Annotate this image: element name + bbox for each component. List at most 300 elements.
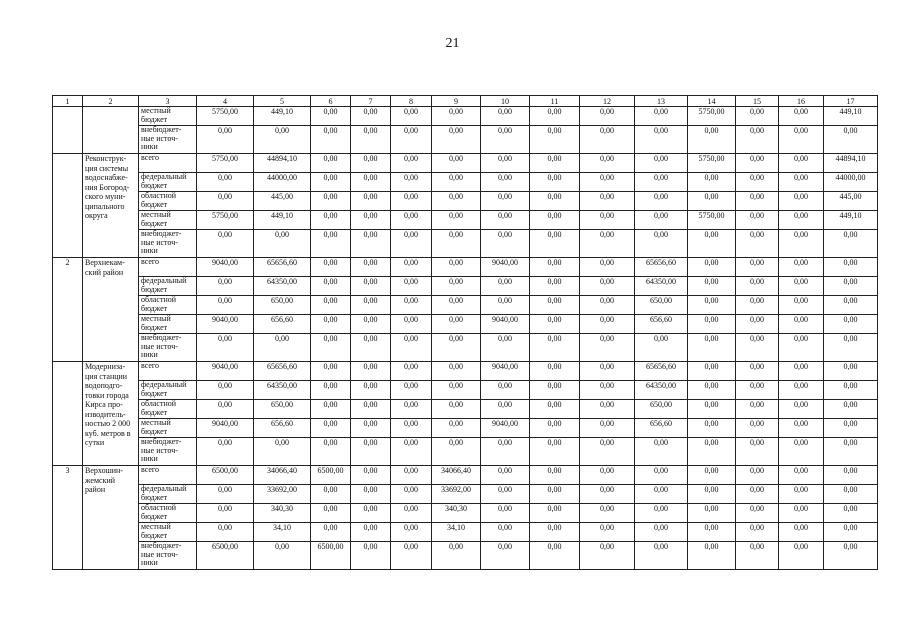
value-cell: 0,00 <box>779 400 824 419</box>
value-cell: 0,00 <box>635 334 688 362</box>
value-cell: 0,00 <box>635 542 688 570</box>
value-cell: 0,00 <box>391 277 432 296</box>
object-name <box>83 107 139 154</box>
funding-source: местный бюджет <box>139 315 197 334</box>
value-cell: 0,00 <box>824 523 878 542</box>
page-number: 21 <box>445 36 460 51</box>
value-cell: 0,00 <box>391 126 432 154</box>
value-cell: 9040,00 <box>197 419 254 438</box>
column-header: 14 <box>688 96 736 107</box>
value-cell: 0,00 <box>736 362 779 381</box>
value-cell: 0,00 <box>688 419 736 438</box>
value-cell: 0,00 <box>635 485 688 504</box>
value-cell: 0,00 <box>580 400 635 419</box>
value-cell: 0,00 <box>481 192 530 211</box>
value-cell: 5750,00 <box>197 154 254 173</box>
value-cell: 656,60 <box>635 315 688 334</box>
value-cell: 65656,60 <box>254 362 311 381</box>
value-cell: 0,00 <box>311 315 351 334</box>
value-cell: 0,00 <box>351 258 391 277</box>
value-cell: 0,00 <box>688 192 736 211</box>
value-cell: 0,00 <box>432 438 481 466</box>
value-cell: 0,00 <box>530 362 580 381</box>
value-cell: 0,00 <box>432 173 481 192</box>
value-cell: 0,00 <box>779 211 824 230</box>
value-cell: 0,00 <box>688 504 736 523</box>
value-cell: 0,00 <box>311 258 351 277</box>
value-cell: 44894,10 <box>254 154 311 173</box>
table-row <box>53 438 878 466</box>
value-cell: 0,00 <box>688 277 736 296</box>
column-header: 3 <box>139 96 197 107</box>
value-cell: 445,00 <box>254 192 311 211</box>
value-cell: 0,00 <box>432 334 481 362</box>
value-cell: 0,00 <box>779 438 824 466</box>
funding-source: федеральный бюджет <box>139 277 197 296</box>
value-cell: 0,00 <box>391 334 432 362</box>
value-cell: 33692,00 <box>432 485 481 504</box>
value-cell: 0,00 <box>530 438 580 466</box>
value-cell: 0,00 <box>688 362 736 381</box>
funding-source: всего <box>139 466 197 485</box>
value-cell: 0,00 <box>530 230 580 258</box>
value-cell: 5750,00 <box>688 211 736 230</box>
value-cell: 0,00 <box>580 126 635 154</box>
value-cell: 0,00 <box>254 126 311 154</box>
row-number <box>53 154 83 258</box>
column-header: 1 <box>53 96 83 107</box>
value-cell: 0,00 <box>530 126 580 154</box>
value-cell: 0,00 <box>736 504 779 523</box>
value-cell: 0,00 <box>824 466 878 485</box>
value-cell: 5750,00 <box>197 107 254 126</box>
value-cell: 0,00 <box>391 438 432 466</box>
value-cell: 34,10 <box>432 523 481 542</box>
value-cell: 0,00 <box>736 400 779 419</box>
value-cell: 0,00 <box>824 381 878 400</box>
value-cell: 0,00 <box>530 334 580 362</box>
column-header: 15 <box>736 96 779 107</box>
value-cell: 0,00 <box>530 296 580 315</box>
table-row <box>53 362 878 381</box>
value-cell: 0,00 <box>530 504 580 523</box>
table-row <box>53 211 878 230</box>
value-cell: 34066,40 <box>432 466 481 485</box>
table-row <box>53 258 878 277</box>
value-cell: 0,00 <box>824 126 878 154</box>
value-cell: 0,00 <box>351 173 391 192</box>
value-cell: 0,00 <box>779 296 824 315</box>
value-cell: 0,00 <box>736 230 779 258</box>
value-cell: 0,00 <box>197 126 254 154</box>
funding-source: федеральный бюджет <box>139 173 197 192</box>
value-cell: 0,00 <box>824 315 878 334</box>
row-number <box>53 107 83 154</box>
value-cell: 0,00 <box>432 126 481 154</box>
value-cell: 0,00 <box>736 438 779 466</box>
funding-source: федеральный бюджет <box>139 381 197 400</box>
table-row <box>53 419 878 438</box>
value-cell: 650,00 <box>635 296 688 315</box>
value-cell: 0,00 <box>311 211 351 230</box>
funding-source: внебюджет-ные источ-ники <box>139 126 197 154</box>
value-cell: 0,00 <box>635 523 688 542</box>
value-cell: 0,00 <box>530 381 580 400</box>
value-cell: 0,00 <box>736 542 779 570</box>
value-cell: 0,00 <box>736 192 779 211</box>
column-header: 11 <box>530 96 580 107</box>
value-cell: 6500,00 <box>197 542 254 570</box>
value-cell: 0,00 <box>311 296 351 315</box>
value-cell: 0,00 <box>688 230 736 258</box>
value-cell: 0,00 <box>197 381 254 400</box>
column-header: 6 <box>311 96 351 107</box>
value-cell: 0,00 <box>736 258 779 277</box>
value-cell: 0,00 <box>779 277 824 296</box>
table-row <box>53 381 878 400</box>
value-cell: 0,00 <box>580 466 635 485</box>
value-cell: 0,00 <box>481 485 530 504</box>
value-cell: 0,00 <box>197 230 254 258</box>
object-name: Верхнекам-ский район <box>83 258 139 362</box>
value-cell: 0,00 <box>481 230 530 258</box>
value-cell: 0,00 <box>197 523 254 542</box>
value-cell: 0,00 <box>311 277 351 296</box>
value-cell: 0,00 <box>580 523 635 542</box>
value-cell: 6500,00 <box>311 466 351 485</box>
value-cell: 0,00 <box>197 334 254 362</box>
value-cell: 0,00 <box>824 542 878 570</box>
table-row <box>53 126 878 154</box>
table-row <box>53 315 878 334</box>
value-cell: 449,10 <box>824 211 878 230</box>
object-name: Верхошин-жемский район <box>83 466 139 570</box>
column-header: 16 <box>779 96 824 107</box>
value-cell: 0,00 <box>432 277 481 296</box>
value-cell: 0,00 <box>311 334 351 362</box>
value-cell: 0,00 <box>688 296 736 315</box>
value-cell: 0,00 <box>688 485 736 504</box>
value-cell: 0,00 <box>432 230 481 258</box>
value-cell: 0,00 <box>580 277 635 296</box>
value-cell: 0,00 <box>779 192 824 211</box>
value-cell: 0,00 <box>432 258 481 277</box>
value-cell: 0,00 <box>391 485 432 504</box>
value-cell: 0,00 <box>688 173 736 192</box>
value-cell: 0,00 <box>391 230 432 258</box>
value-cell: 0,00 <box>311 107 351 126</box>
value-cell: 0,00 <box>530 107 580 126</box>
column-header: 7 <box>351 96 391 107</box>
object-name: Модерниза-ция станции водоподго-товки города Кирса про-изводитель-ностью 2 000 куб. метров в сутки <box>83 362 139 466</box>
value-cell: 44894,10 <box>824 154 878 173</box>
value-cell: 0,00 <box>351 381 391 400</box>
value-cell: 0,00 <box>311 126 351 154</box>
value-cell: 0,00 <box>391 192 432 211</box>
value-cell: 0,00 <box>481 542 530 570</box>
table-row <box>53 523 878 542</box>
value-cell: 0,00 <box>824 438 878 466</box>
value-cell: 0,00 <box>635 154 688 173</box>
value-cell: 0,00 <box>580 504 635 523</box>
value-cell: 0,00 <box>391 211 432 230</box>
value-cell: 5750,00 <box>197 211 254 230</box>
value-cell: 0,00 <box>197 173 254 192</box>
value-cell: 0,00 <box>736 173 779 192</box>
funding-source: внебюджет-ные источ-ники <box>139 438 197 466</box>
value-cell: 0,00 <box>580 315 635 334</box>
value-cell: 0,00 <box>824 277 878 296</box>
value-cell: 340,30 <box>432 504 481 523</box>
value-cell: 0,00 <box>824 362 878 381</box>
row-number: 2 <box>53 258 83 362</box>
value-cell: 0,00 <box>311 362 351 381</box>
value-cell: 0,00 <box>580 485 635 504</box>
table-row <box>53 296 878 315</box>
value-cell: 64350,00 <box>635 277 688 296</box>
value-cell: 0,00 <box>391 542 432 570</box>
value-cell: 0,00 <box>688 126 736 154</box>
funding-source: областной бюджет <box>139 400 197 419</box>
value-cell: 44000,00 <box>254 173 311 192</box>
value-cell: 656,60 <box>635 419 688 438</box>
value-cell: 0,00 <box>635 126 688 154</box>
value-cell: 449,10 <box>254 211 311 230</box>
value-cell: 0,00 <box>779 362 824 381</box>
value-cell: 0,00 <box>736 277 779 296</box>
value-cell: 0,00 <box>530 315 580 334</box>
value-cell: 0,00 <box>351 126 391 154</box>
value-cell: 0,00 <box>351 211 391 230</box>
value-cell: 9040,00 <box>481 419 530 438</box>
value-cell: 0,00 <box>391 523 432 542</box>
value-cell: 0,00 <box>635 107 688 126</box>
value-cell: 65656,60 <box>635 362 688 381</box>
value-cell: 0,00 <box>688 315 736 334</box>
value-cell: 0,00 <box>311 400 351 419</box>
value-cell: 0,00 <box>688 466 736 485</box>
value-cell: 0,00 <box>779 315 824 334</box>
funding-source: всего <box>139 258 197 277</box>
value-cell: 0,00 <box>688 334 736 362</box>
value-cell: 0,00 <box>688 381 736 400</box>
value-cell: 0,00 <box>481 277 530 296</box>
value-cell: 0,00 <box>432 154 481 173</box>
value-cell: 650,00 <box>254 296 311 315</box>
value-cell: 0,00 <box>351 542 391 570</box>
table-row <box>53 542 878 570</box>
value-cell: 0,00 <box>736 296 779 315</box>
value-cell: 0,00 <box>351 400 391 419</box>
value-cell: 0,00 <box>779 542 824 570</box>
value-cell: 0,00 <box>530 419 580 438</box>
value-cell: 0,00 <box>391 258 432 277</box>
value-cell: 0,00 <box>580 419 635 438</box>
value-cell: 0,00 <box>736 466 779 485</box>
value-cell: 5750,00 <box>688 154 736 173</box>
table-row <box>53 334 878 362</box>
column-header: 17 <box>824 96 878 107</box>
value-cell: 0,00 <box>432 362 481 381</box>
value-cell: 0,00 <box>530 400 580 419</box>
value-cell: 0,00 <box>580 438 635 466</box>
value-cell: 0,00 <box>530 542 580 570</box>
value-cell: 0,00 <box>351 334 391 362</box>
value-cell: 0,00 <box>432 296 481 315</box>
value-cell: 6500,00 <box>311 542 351 570</box>
value-cell: 0,00 <box>351 466 391 485</box>
value-cell: 0,00 <box>580 192 635 211</box>
value-cell: 0,00 <box>391 154 432 173</box>
value-cell: 0,00 <box>391 400 432 419</box>
value-cell: 0,00 <box>254 438 311 466</box>
value-cell: 0,00 <box>351 504 391 523</box>
value-cell: 0,00 <box>254 334 311 362</box>
value-cell: 0,00 <box>351 485 391 504</box>
value-cell: 33692,00 <box>254 485 311 504</box>
funding-source: областной бюджет <box>139 192 197 211</box>
value-cell: 0,00 <box>779 466 824 485</box>
funding-source: областной бюджет <box>139 296 197 315</box>
value-cell: 0,00 <box>688 438 736 466</box>
row-number <box>53 362 83 466</box>
value-cell: 0,00 <box>824 296 878 315</box>
value-cell: 656,60 <box>254 315 311 334</box>
value-cell: 0,00 <box>391 362 432 381</box>
column-header: 8 <box>391 96 432 107</box>
value-cell: 0,00 <box>530 277 580 296</box>
funding-source: федеральный бюджет <box>139 485 197 504</box>
value-cell: 0,00 <box>197 438 254 466</box>
column-header: 5 <box>254 96 311 107</box>
value-cell: 0,00 <box>311 230 351 258</box>
value-cell: 0,00 <box>580 296 635 315</box>
value-cell: 0,00 <box>254 230 311 258</box>
value-cell: 0,00 <box>254 542 311 570</box>
column-header: 9 <box>432 96 481 107</box>
value-cell: 0,00 <box>351 277 391 296</box>
value-cell: 0,00 <box>391 173 432 192</box>
value-cell: 0,00 <box>580 258 635 277</box>
value-cell: 65656,60 <box>635 258 688 277</box>
table-row <box>53 154 878 173</box>
value-cell: 44000,00 <box>824 173 878 192</box>
value-cell: 0,00 <box>824 400 878 419</box>
column-header: 2 <box>83 96 139 107</box>
value-cell: 0,00 <box>351 107 391 126</box>
funding-source: внебюджет-ные источ-ники <box>139 542 197 570</box>
value-cell: 0,00 <box>635 466 688 485</box>
value-cell: 0,00 <box>481 466 530 485</box>
table-row <box>53 466 878 485</box>
value-cell: 0,00 <box>432 419 481 438</box>
value-cell: 0,00 <box>351 362 391 381</box>
value-cell: 34066,40 <box>254 466 311 485</box>
value-cell: 0,00 <box>779 126 824 154</box>
value-cell: 34,10 <box>254 523 311 542</box>
value-cell: 0,00 <box>688 542 736 570</box>
column-header: 12 <box>580 96 635 107</box>
value-cell: 0,00 <box>481 504 530 523</box>
value-cell: 0,00 <box>779 258 824 277</box>
value-cell: 445,00 <box>824 192 878 211</box>
value-cell: 0,00 <box>779 230 824 258</box>
value-cell: 0,00 <box>580 107 635 126</box>
funding-source: местный бюджет <box>139 107 197 126</box>
value-cell: 0,00 <box>432 542 481 570</box>
table-row <box>53 173 878 192</box>
value-cell: 0,00 <box>351 154 391 173</box>
value-cell: 0,00 <box>580 154 635 173</box>
value-cell: 0,00 <box>481 173 530 192</box>
value-cell: 0,00 <box>635 173 688 192</box>
value-cell: 0,00 <box>311 419 351 438</box>
value-cell: 0,00 <box>311 173 351 192</box>
value-cell: 0,00 <box>391 381 432 400</box>
table-row <box>53 107 878 126</box>
value-cell: 0,00 <box>530 192 580 211</box>
value-cell: 0,00 <box>351 192 391 211</box>
value-cell: 0,00 <box>197 296 254 315</box>
table-row <box>53 192 878 211</box>
value-cell: 0,00 <box>432 381 481 400</box>
value-cell: 0,00 <box>432 107 481 126</box>
value-cell: 0,00 <box>580 542 635 570</box>
value-cell: 0,00 <box>779 523 824 542</box>
value-cell: 0,00 <box>432 211 481 230</box>
value-cell: 0,00 <box>580 334 635 362</box>
funding-source: местный бюджет <box>139 211 197 230</box>
value-cell: 0,00 <box>391 107 432 126</box>
value-cell: 0,00 <box>197 504 254 523</box>
value-cell: 0,00 <box>736 154 779 173</box>
value-cell: 0,00 <box>736 211 779 230</box>
value-cell: 0,00 <box>824 334 878 362</box>
funding-source: местный бюджет <box>139 523 197 542</box>
value-cell: 0,00 <box>432 400 481 419</box>
value-cell: 0,00 <box>580 362 635 381</box>
value-cell: 0,00 <box>351 438 391 466</box>
value-cell: 0,00 <box>481 211 530 230</box>
value-cell: 6500,00 <box>197 466 254 485</box>
value-cell: 0,00 <box>311 154 351 173</box>
value-cell: 0,00 <box>311 192 351 211</box>
value-cell: 0,00 <box>530 258 580 277</box>
budget-table <box>52 95 878 570</box>
value-cell: 0,00 <box>779 334 824 362</box>
value-cell: 0,00 <box>530 154 580 173</box>
value-cell: 0,00 <box>197 485 254 504</box>
value-cell: 0,00 <box>530 466 580 485</box>
value-cell: 9040,00 <box>481 258 530 277</box>
row-number: 3 <box>53 466 83 570</box>
value-cell: 0,00 <box>481 381 530 400</box>
value-cell: 0,00 <box>391 315 432 334</box>
value-cell: 0,00 <box>779 381 824 400</box>
value-cell: 9040,00 <box>197 362 254 381</box>
funding-source: внебюджет-ные источ-ники <box>139 334 197 362</box>
value-cell: 0,00 <box>779 485 824 504</box>
value-cell: 0,00 <box>530 485 580 504</box>
value-cell: 64350,00 <box>635 381 688 400</box>
value-cell: 9040,00 <box>197 258 254 277</box>
value-cell: 0,00 <box>481 334 530 362</box>
value-cell: 0,00 <box>311 438 351 466</box>
value-cell: 0,00 <box>311 381 351 400</box>
table-row <box>53 230 878 258</box>
value-cell: 64350,00 <box>254 381 311 400</box>
value-cell: 9040,00 <box>481 362 530 381</box>
